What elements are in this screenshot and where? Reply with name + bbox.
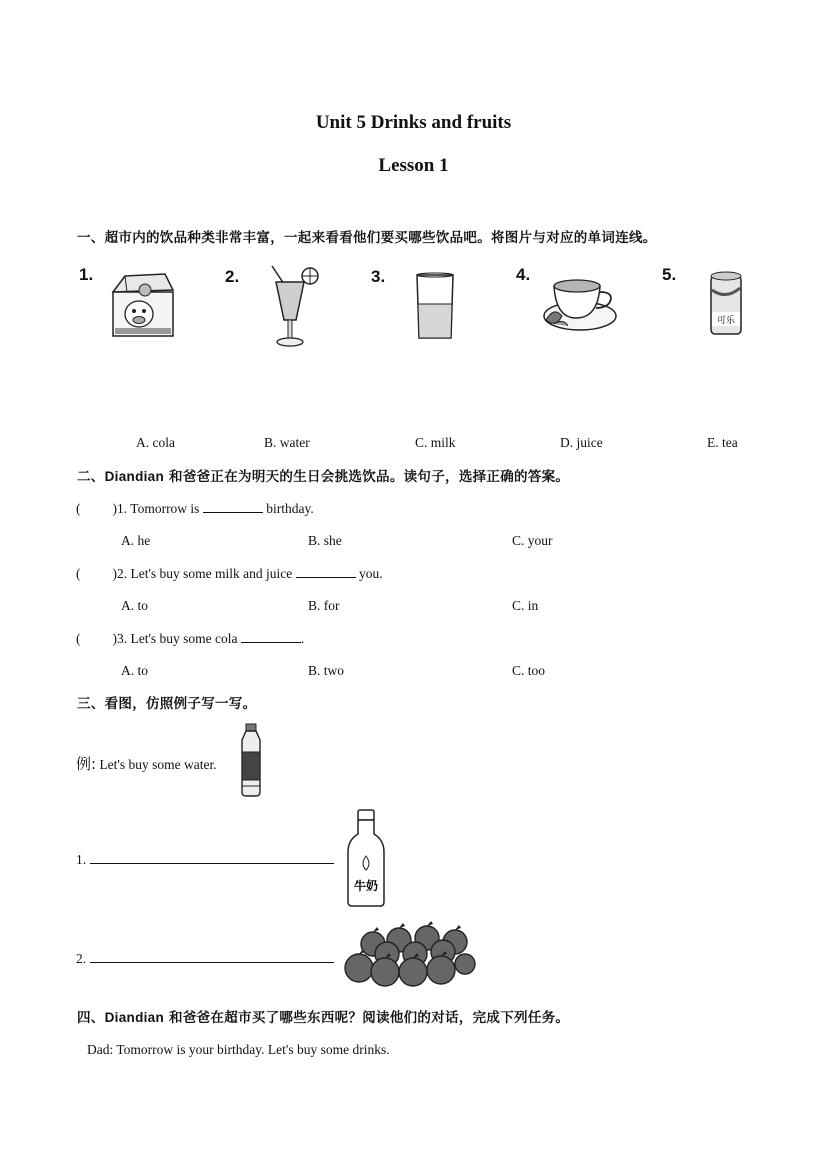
section4-instruction: 四、Diandian 和爸爸在超市买了哪些东西呢？阅读他们的对话，完成下列任务。	[77, 1010, 570, 1026]
q1-option-b: B. she	[308, 533, 342, 548]
write-line-2[interactable]	[90, 950, 334, 963]
milk-bottle-label: 牛奶	[353, 879, 379, 893]
option-a: A. cola	[136, 435, 175, 450]
option-e: E. tea	[707, 435, 738, 450]
q2-option-a: A. to	[121, 598, 148, 613]
picture-number-2: 2.	[225, 267, 240, 286]
section3-instruction: 三、看图，仿照例子写一写。	[77, 696, 257, 712]
q3-option-c: C. too	[512, 663, 546, 678]
dialogue-line-1: Dad: Tomorrow is your birthday. Let's buy some drinks.	[87, 1042, 390, 1057]
example-sentence: 例: Let's buy some water.	[76, 755, 217, 773]
picture-number-1: 1.	[79, 265, 94, 284]
answer-blank-1[interactable]	[203, 500, 263, 513]
write-line-1[interactable]	[90, 851, 334, 864]
section1-instruction: 一、超市内的饮品种类非常丰富，一起来看看他们要买哪些饮品吧。将图片与对应的单词连线。	[77, 230, 657, 246]
write-item-2: 2.	[76, 950, 334, 967]
cola-can-label: 可乐	[716, 316, 736, 326]
option-c: C. milk	[415, 435, 456, 450]
juice-glass-picture	[262, 262, 322, 352]
q3-option-a: A. to	[121, 663, 148, 678]
lesson-subtitle: Lesson 1	[378, 155, 449, 176]
water-bottle-picture	[236, 722, 266, 798]
milk-carton-picture	[103, 270, 178, 340]
question-1: ( )1. Tomorrow is birthday.	[76, 501, 314, 516]
page-title: Unit 5 Drinks and fruits	[315, 112, 512, 133]
q2-option-b: B. for	[308, 598, 340, 613]
q1-option-a: A. he	[121, 533, 151, 548]
cola-can-picture	[706, 270, 746, 338]
water-glass-picture	[414, 272, 456, 344]
answer-blank-2[interactable]	[296, 565, 356, 578]
question-2: ( )2. Let's buy some milk and juice you.	[76, 566, 383, 581]
option-b: B. water	[264, 435, 310, 450]
milk-bottle-picture	[346, 808, 386, 910]
q3-option-b: B. two	[308, 663, 345, 678]
write-item-1: 1.	[76, 851, 334, 868]
question-3: ( )3. Let's buy some cola .	[76, 631, 305, 646]
picture-number-3: 3.	[371, 267, 386, 286]
section2-instruction: 二、Diandian 和爸爸正在为明天的生日会挑选饮品。读句子，选择正确的答案。	[77, 469, 570, 485]
picture-number-5: 5.	[662, 265, 677, 284]
picture-number-4: 4.	[516, 265, 531, 284]
q1-option-c: C. your	[512, 533, 553, 548]
oranges-picture	[343, 920, 475, 990]
option-d: D. juice	[560, 435, 603, 450]
tea-cup-picture	[540, 272, 620, 334]
q2-option-c: C. in	[512, 598, 539, 613]
answer-blank-3[interactable]	[241, 630, 301, 643]
